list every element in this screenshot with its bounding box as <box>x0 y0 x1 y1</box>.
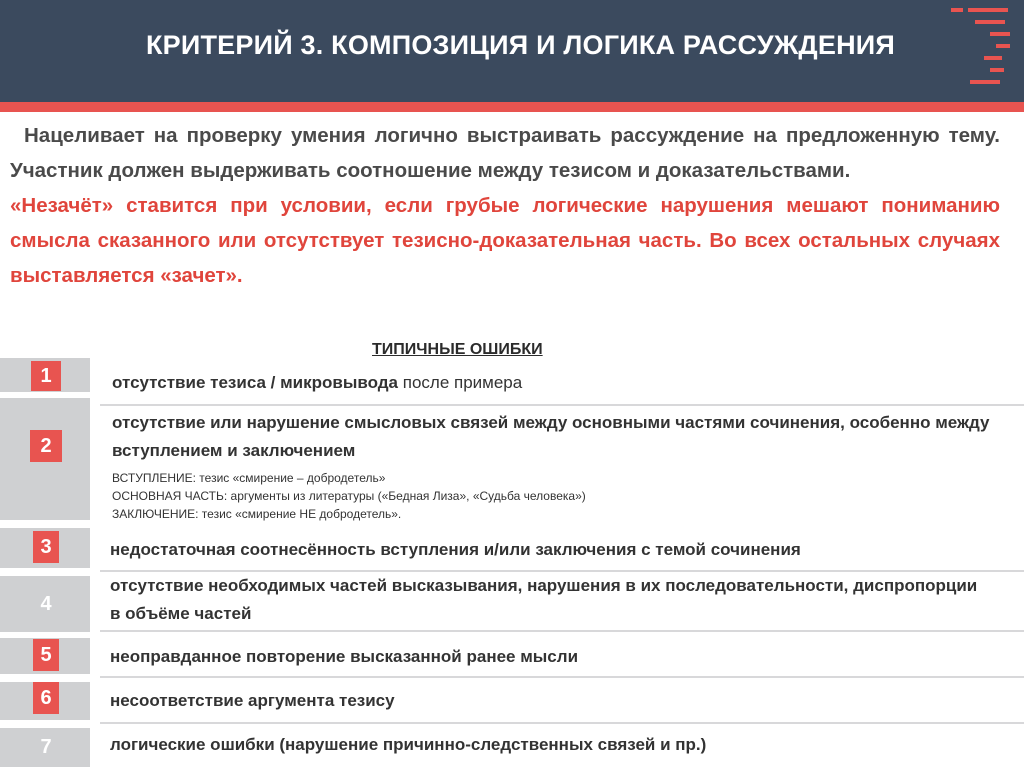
decor-stripe <box>951 8 963 12</box>
row-separator <box>100 630 1024 632</box>
decor-stripe <box>996 44 1010 48</box>
page-title: КРИТЕРИЙ 3. КОМПОЗИЦИЯ И ЛОГИКА РАССУЖДЕНИЯ <box>146 30 895 60</box>
row-3-text: недостаточная соотнесённость вступления и/или заключения с темой сочинения <box>110 540 801 559</box>
intro-paragraph-2: «Незачёт» ставится при условии, если грубые логические нарушения мешают пониманию смысла сказанного или отсутствует тезисно-доказательная часть. Во всех остальных случаях выставляется «зачет». <box>10 194 1000 287</box>
row-separator <box>100 722 1024 724</box>
intro-text <box>10 118 1000 293</box>
row-5-number: 5 <box>33 639 59 671</box>
row-separator <box>100 404 1024 406</box>
intro-paragraph-1: Нацеливает на проверку умения логично выстраивать рассуждение на предложенную тему. Участник должен выдерживать соотношение между тезисом и доказательствами. <box>10 124 1000 182</box>
accent-band <box>0 102 1024 112</box>
row-2-example-1: ВСТУПЛЕНИЕ: тезис «смирение – добродетель» <box>112 471 386 485</box>
row-2-example-3: ЗАКЛЮЧЕНИЕ: тезис «смирение НЕ добродетель». <box>112 507 402 521</box>
row-5-text: неоправданное повторение высказанной ранее мысли <box>110 647 579 666</box>
row-2-text: отсутствие или нарушение смысловых связей между основными частями сочинения, особенно между вступлением и заключением <box>112 413 990 460</box>
table-title: ТИПИЧНЫЕ ОШИБКИ <box>372 341 543 358</box>
row-1-normal: после примера <box>398 373 523 392</box>
row-7-text: логические ошибки (нарушение причинно-следственных связей и пр.) <box>110 735 707 754</box>
row-4-number: 4 <box>40 593 52 615</box>
row-1-bold: отсутствие тезиса / микровывода <box>112 373 399 392</box>
decor-stripe <box>984 56 1002 60</box>
row-separator <box>100 676 1024 678</box>
row-3-number: 3 <box>33 531 59 563</box>
row-1-text <box>112 369 522 397</box>
row-2-example-2: ОСНОВНАЯ ЧАСТЬ: аргументы из литературы («Бедная Лиза», «Судьба человека») <box>112 489 586 503</box>
decor-stripe <box>990 32 1010 36</box>
decor-stripe <box>970 80 1000 84</box>
decor-stripe <box>975 20 1005 24</box>
header-bar <box>0 0 1024 102</box>
row-1-number: 1 <box>31 361 61 391</box>
row-7-number: 7 <box>40 736 52 758</box>
decor-stripe <box>968 8 1008 12</box>
row-6-number: 6 <box>33 682 59 714</box>
row-2-number: 2 <box>30 430 62 462</box>
decor-stripe <box>990 68 1004 72</box>
row-6-text: несоответствие аргумента тезису <box>110 691 395 710</box>
row-4-text: отсутствие необходимых частей высказывания, нарушения в их последовательности, диспропорции в объёме частей <box>110 576 978 623</box>
